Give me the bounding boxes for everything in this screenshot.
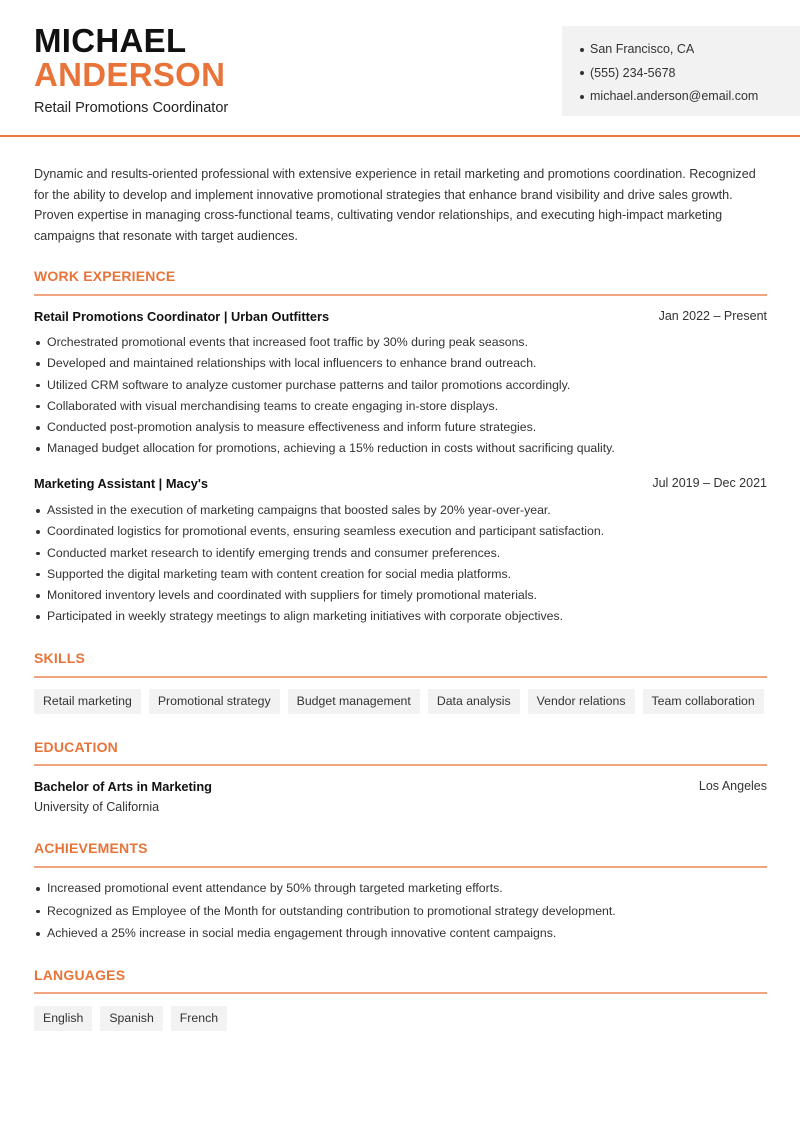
list-item: Conducted market research to identify emerging trends and consumer preferences. (34, 546, 774, 567)
section-divider (34, 992, 767, 994)
job-role: Marketing Assistant | Macy's (34, 476, 208, 491)
first-name: MICHAEL (34, 22, 187, 59)
list-item: Managed budget allocation for promotions, achieving a 15% reduction in costs without sacrificing quality. (34, 441, 774, 462)
skill-tag: Data analysis (428, 689, 520, 714)
language-tag: English (34, 1006, 92, 1031)
skill-tag: Team collaboration (643, 689, 764, 714)
location-text: San Francisco, CA (590, 42, 695, 57)
education-header (34, 779, 767, 794)
skill-tag: Promotional strategy (149, 689, 280, 714)
job-dates: Jan 2022 – Present (658, 309, 767, 323)
section-title-achievements: ACHIEVEMENTS (34, 840, 148, 856)
language-tag: French (171, 1006, 227, 1031)
bullet-icon (580, 95, 584, 99)
list-item: Increased promotional event attendance by 50% through targeted marketing efforts. (34, 881, 774, 904)
section-divider (34, 866, 767, 868)
list-item: Coordinated logistics for promotional events, ensuring seamless execution and participant satisfaction. (34, 524, 774, 545)
contact-location (580, 38, 800, 62)
resume-header (0, 0, 800, 137)
bullet-icon (580, 48, 584, 52)
job-title: Retail Promotions Coordinator (34, 100, 229, 116)
list-item: Utilized CRM software to analyze customer purchase patterns and tailor promotions accordingly. (34, 378, 774, 399)
school: University of California (34, 800, 160, 814)
summary: Dynamic and results-oriented professional with extensive experience in retail marketing and promotions coordination. Recognized for the ability to develop and implement innovative promotional strategies that enhance brand visibility and drive sales growth. Proven expertise in managing cross-functional teams, cultivating vendor relationships, and executing high-impact marketing campaigns that resonate with target audiences. (34, 167, 756, 244)
skill-tag: Vendor relations (528, 689, 635, 714)
list-item: Recognized as Employee of the Month for outstanding contribution to promotional strategy development. (34, 904, 774, 927)
list-item: Achieved a 25% increase in social media engagement through innovative content campaigns. (34, 926, 774, 949)
bullet-icon (580, 71, 584, 75)
list-item: Assisted in the execution of marketing campaigns that boosted sales by 20% year-over-year. (34, 503, 774, 524)
list-item: Monitored inventory levels and coordinated with suppliers for timely promotional materials. (34, 588, 774, 609)
list-item: Orchestrated promotional events that increased foot traffic by 30% during peak seasons. (34, 335, 774, 356)
job-header (34, 309, 767, 324)
last-name: ANDERSON (34, 56, 226, 93)
languages-list (34, 1006, 227, 1031)
list-item: Developed and maintained relationships with local influencers to enhance brand outreach. (34, 356, 774, 377)
degree: Bachelor of Arts in Marketing (34, 779, 213, 794)
section-title-work: WORK EXPERIENCE (34, 268, 176, 284)
list-item: Participated in weekly strategy meetings to align marketing initiatives with corporate objectives. (34, 609, 774, 630)
contact-email (580, 85, 800, 109)
list-item: Collaborated with visual merchandising teams to create engaging in-store displays. (34, 399, 774, 420)
skill-tag: Budget management (288, 689, 420, 714)
section-divider (34, 676, 767, 678)
contact-phone (580, 62, 800, 86)
section-divider (34, 764, 767, 766)
contact-box (562, 26, 800, 116)
list-item: Conducted post-promotion analysis to measure effectiveness and inform future strategies. (34, 420, 774, 441)
email-text: michael.anderson@email.com (590, 89, 759, 104)
language-tag: Spanish (100, 1006, 162, 1031)
job-role: Retail Promotions Coordinator | Urban Outfitters (34, 309, 330, 324)
achievements-list (34, 881, 774, 949)
skill-tag: Retail marketing (34, 689, 141, 714)
section-title-skills: SKILLS (34, 650, 85, 666)
phone-text: (555) 234-5678 (590, 65, 676, 80)
job-bullets (34, 503, 774, 631)
list-item: Supported the digital marketing team with content creation for social media platforms. (34, 567, 774, 588)
section-title-education: EDUCATION (34, 739, 118, 755)
education-location: Los Angeles (698, 779, 767, 793)
job-dates: Jul 2019 – Dec 2021 (652, 476, 767, 490)
section-divider (34, 294, 767, 296)
skills-list (34, 689, 764, 714)
job-bullets (34, 335, 774, 463)
section-title-languages: LANGUAGES (34, 967, 126, 983)
job-header (34, 476, 767, 491)
